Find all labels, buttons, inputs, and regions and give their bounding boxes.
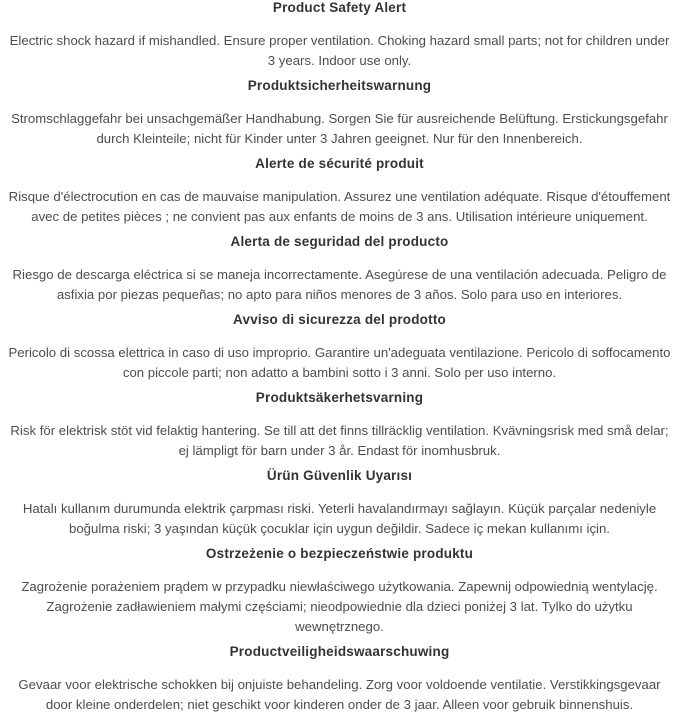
safety-section-polish — [5, 546, 674, 637]
safety-heading-german: Produktsicherheitswarnung — [247, 78, 432, 93]
safety-section-english — [5, 0, 674, 71]
safety-section-turkish — [5, 468, 674, 539]
safety-body-swedish: Risk för elektrisk stöt vid felaktig hantering. Se till att det finns tillräcklig ventilation. Kvävningsrisk med små delar; ej lämpligt för barn under 3 år. Endast för inomhusbruk. — [10, 423, 669, 458]
safety-body-polish: Zagrożenie porażeniem prądem w przypadku niewłaściwego użytkowania. Zapewnij odpowiednią wentylację. Zagrożenie zadławieniem małymi częściami; nieodpowiednie dla dzieci poniżej 3 lat. Tylko do użytku wewnętrznego. — [21, 579, 658, 634]
safety-body-dutch: Gevaar voor elektrische schokken bij onjuiste behandeling. Zorg voor voldoende ventilatie. Verstikkingsgevaar door kleine onderdelen; niet geschikt voor kinderen onder de 3 jaar. Alleen voor gebruik binnenshuis. — [18, 677, 661, 712]
safety-body-english: Electric shock hazard if mishandled. Ensure proper ventilation. Choking hazard small parts; not for children under 3 years. Indoor use only. — [9, 33, 670, 68]
safety-heading-swedish: Produktsäkerhetsvarning — [255, 390, 424, 405]
safety-heading-italian: Avviso di sicurezza del prodotto — [233, 312, 446, 327]
safety-body-french: Risque d'électrocution en cas de mauvaise manipulation. Assurez une ventilation adéquate. Risque d'étouffement avec de petites pièces ; ne convient pas aux enfants de moins de 3 ans. Utilisation intérieure uniquement. — [8, 189, 671, 224]
safety-section-german — [5, 78, 674, 149]
safety-body-german: Stromschlaggefahr bei unsachgemäßer Handhabung. Sorgen Sie für ausreichende Belüftung. Erstickungsgefahr durch Kleinteile; nicht für Kinder unter 3 Jahren geeignet. Nur für den Innenbereich. — [11, 111, 668, 146]
safety-heading-spanish: Alerta de seguridad del producto — [230, 234, 449, 249]
safety-heading-dutch: Productveiligheidswaarschuwing — [229, 644, 450, 659]
safety-body-spanish: Riesgo de descarga eléctrica si se maneja incorrectamente. Asegúrese de una ventilación adecuada. Peligro de asfixia por piezas pequeñas; no apto para niños menores de 3 años. Solo para uso en interiores. — [12, 267, 667, 302]
safety-heading-english: Product Safety Alert — [272, 0, 407, 15]
safety-section-italian — [5, 312, 674, 383]
safety-body-turkish: Hatalı kullanım durumunda elektrik çarpması riski. Yeterli havalandırmayı sağlayın. Küçük parçalar nedeniyle boğulma riski; 3 yaşından küçük çocuklar için uygun değildir. Sadece iç mekan kullanımı için. — [22, 501, 657, 536]
safety-heading-polish: Ostrzeżenie o bezpieczeństwie produktu — [205, 546, 474, 561]
safety-section-dutch — [5, 644, 674, 715]
safety-section-spanish — [5, 234, 674, 305]
safety-body-italian: Pericolo di scossa elettrica in caso di uso improprio. Garantire un'adeguata ventilazione. Pericolo di soffocamento con piccole parti; non adatto a bambini sotto i 3 anni. Solo per uso interno. — [8, 345, 671, 380]
safety-section-french — [5, 156, 674, 227]
safety-heading-turkish: Ürün Güvenlik Uyarısı — [266, 468, 413, 483]
safety-section-swedish — [5, 390, 674, 461]
safety-heading-french: Alerte de sécurité produit — [255, 156, 424, 171]
